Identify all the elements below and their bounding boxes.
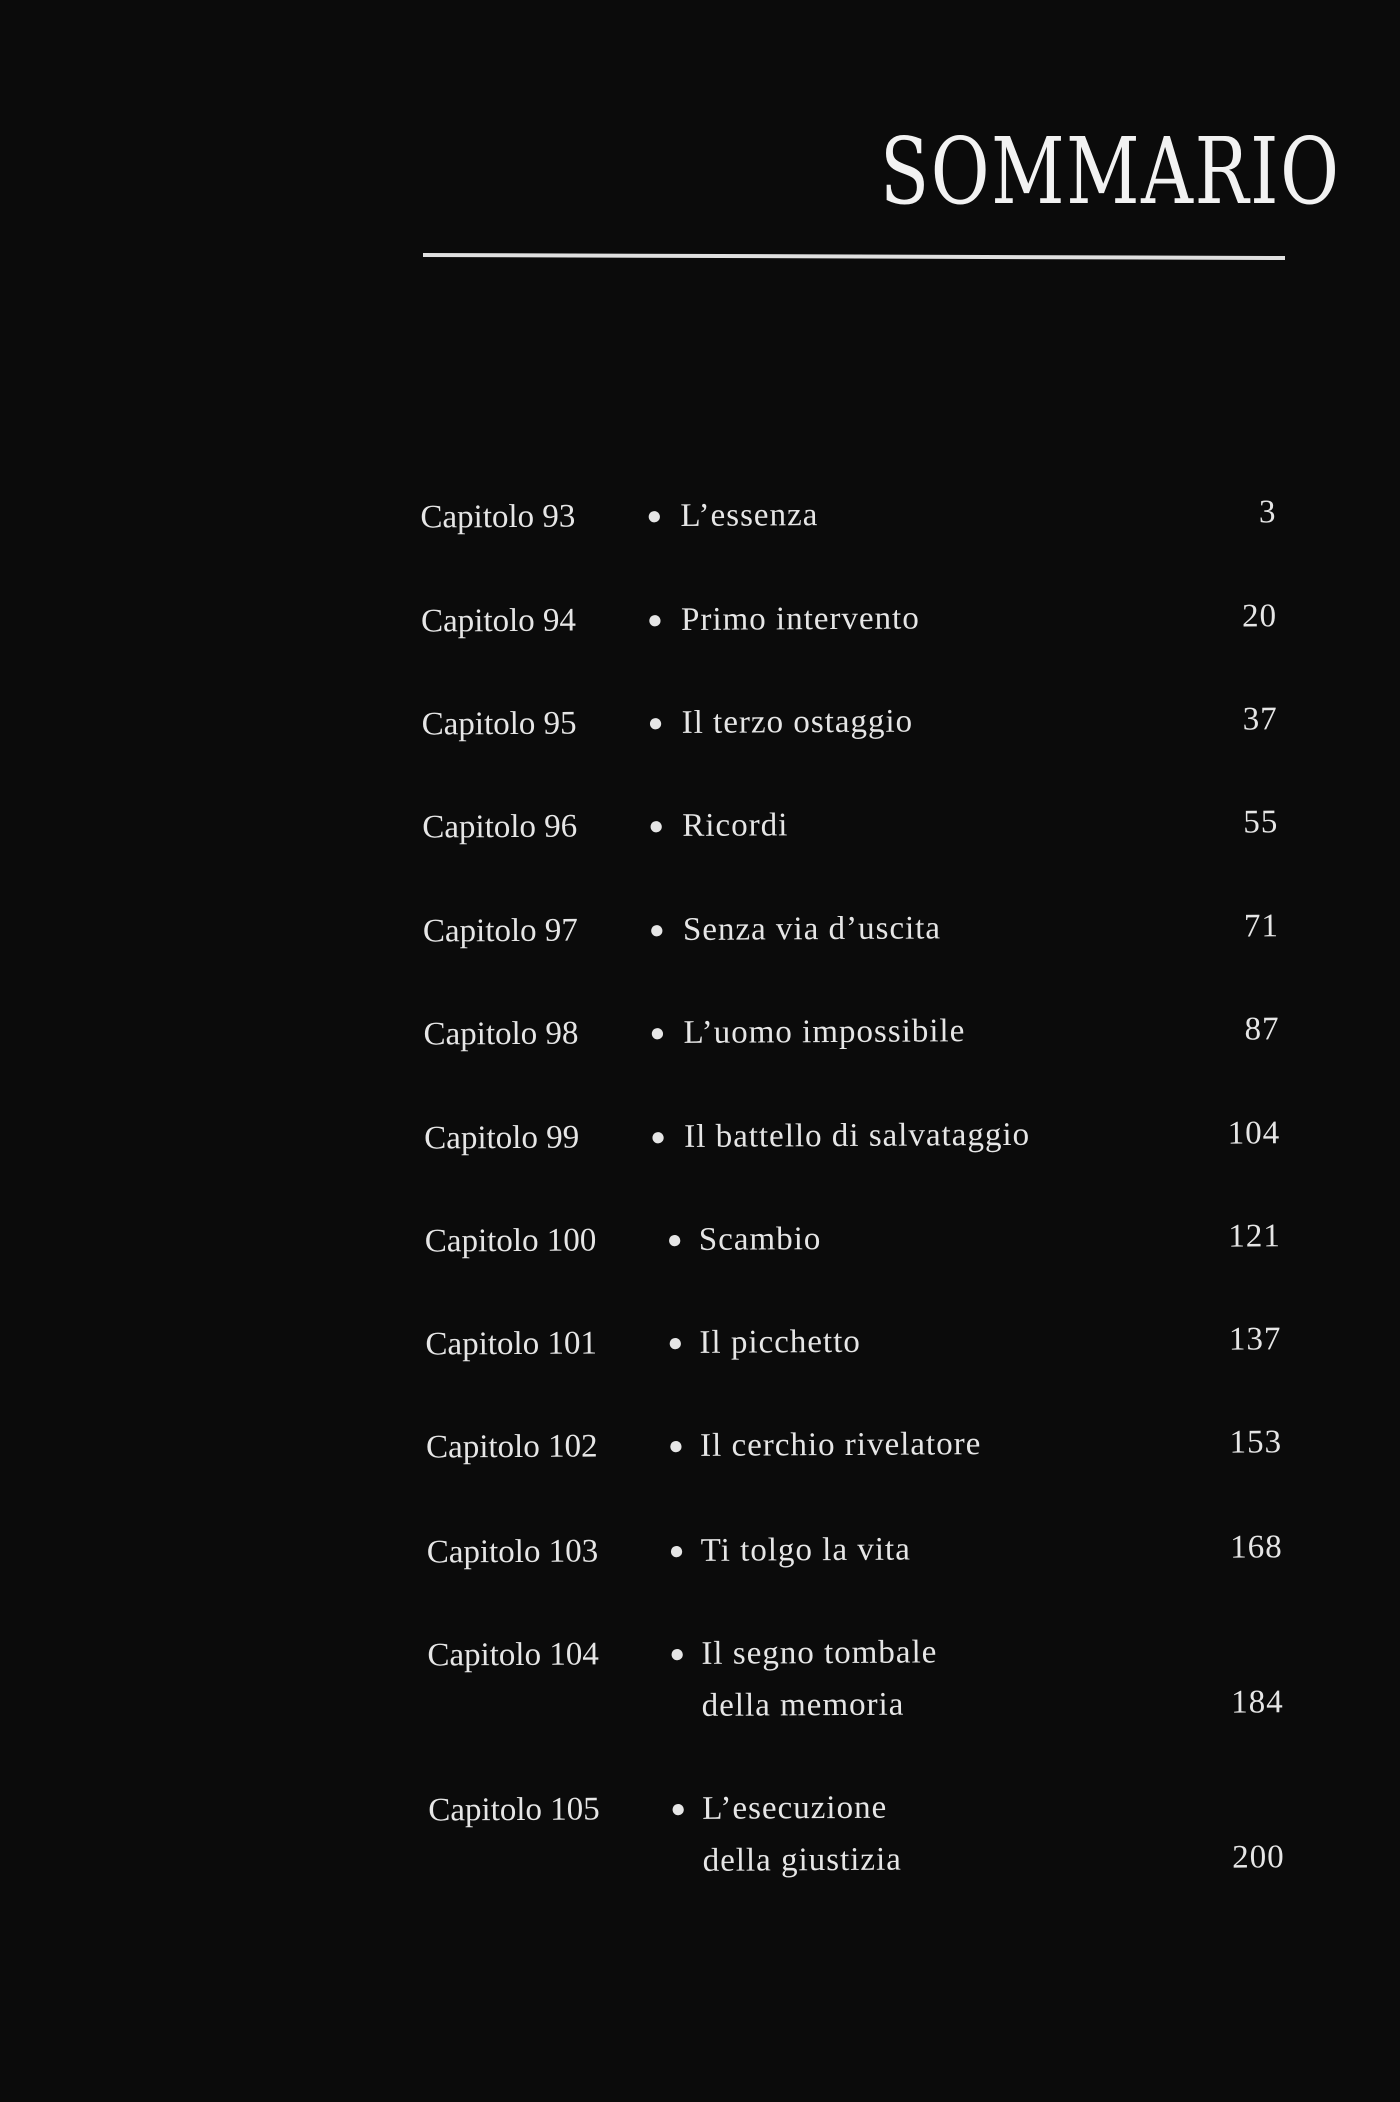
page-number: 121: [1228, 1218, 1281, 1255]
bullet-icon: ●: [668, 1430, 684, 1461]
page-number: 20: [1241, 598, 1278, 635]
chapter-title: Il terzo ostaggio: [681, 703, 914, 741]
chapter-number: Capitolo 100: [424, 1222, 597, 1260]
toc-entry: [3, 1624, 1400, 1724]
bullet-icon: ●: [647, 708, 664, 738]
page-number: 71: [1243, 908, 1280, 945]
chapter-title: Senza via d’uscita: [682, 910, 942, 948]
page-title: SOMMARIO: [880, 118, 1341, 225]
toc-entry: [0, 486, 1396, 536]
chapter-title: Scambio: [698, 1221, 822, 1258]
chapter-number: Capitolo 101: [425, 1325, 598, 1363]
bullet-icon: ●: [648, 811, 665, 841]
chapter-title: L’uomo impossibile: [683, 1013, 966, 1051]
chapter-title: L’esecuzione della giustizia: [702, 1789, 902, 1879]
bullet-icon: ●: [650, 1122, 667, 1152]
toc-entry: [1, 1313, 1400, 1363]
toc-entry: [0, 693, 1398, 743]
chapter-number: Capitolo 103: [426, 1533, 599, 1571]
chapter-title: L’essenza: [680, 497, 819, 534]
bullet-icon: ●: [646, 501, 663, 531]
chapter-number: Capitolo 96: [422, 808, 578, 846]
toc-entry: [0, 1107, 1400, 1157]
chapter-number: Capitolo 98: [423, 1015, 579, 1053]
page-number: 168: [1230, 1529, 1283, 1566]
page-number: 200: [1232, 1839, 1285, 1876]
bullet-icon: ●: [670, 1793, 687, 1824]
toc-entry: [3, 1521, 1400, 1571]
chapter-number: Capitolo 102: [426, 1428, 598, 1466]
page-number: 87: [1244, 1011, 1280, 1048]
bullet-icon: ●: [667, 1327, 684, 1358]
chapter-title: Il cerchio rivelatore: [699, 1426, 982, 1464]
page-number: 104: [1227, 1115, 1281, 1152]
toc-entry: [2, 1416, 1400, 1466]
bullet-icon: ●: [649, 1018, 666, 1048]
bullet-icon: ●: [646, 605, 663, 635]
bullet-icon: ●: [666, 1224, 683, 1255]
chapter-number: Capitolo 93: [420, 498, 576, 536]
chapter-title: Ti tolgo la vita: [700, 1531, 911, 1569]
chapter-title: Il battello di salvataggio: [684, 1116, 1031, 1155]
toc-entry: [0, 590, 1397, 640]
toc-entry: [0, 796, 1398, 846]
bullet-icon: ●: [668, 1535, 685, 1566]
chapter-title: Primo intervento: [680, 600, 920, 638]
chapter-number: Capitolo 104: [427, 1636, 599, 1674]
chapter-title: Il picchetto: [699, 1323, 861, 1361]
page-number: 55: [1243, 804, 1279, 841]
chapter-number: Capitolo 94: [420, 602, 577, 640]
chapter-number: Capitolo 95: [421, 705, 577, 743]
chapter-number: Capitolo 105: [428, 1791, 600, 1829]
chapter-title: Il segno tombale della memoria: [701, 1634, 938, 1724]
toc-entry: [0, 1003, 1399, 1053]
page-number: 153: [1229, 1424, 1283, 1461]
toc-entry: [0, 900, 1399, 950]
page-number: 3: [1258, 494, 1277, 531]
chapter-number: Capitolo 97: [422, 912, 578, 950]
toc-entry: [4, 1779, 1400, 1879]
page-number: 37: [1242, 701, 1278, 738]
bullet-icon: ●: [648, 915, 665, 945]
chapter-number: Capitolo 99: [424, 1119, 580, 1157]
chapter-title: Ricordi: [682, 807, 789, 844]
bullet-icon: ●: [669, 1638, 686, 1669]
page-number: 137: [1228, 1321, 1282, 1358]
toc-entry: [1, 1210, 1400, 1260]
page-number: 184: [1231, 1684, 1284, 1721]
